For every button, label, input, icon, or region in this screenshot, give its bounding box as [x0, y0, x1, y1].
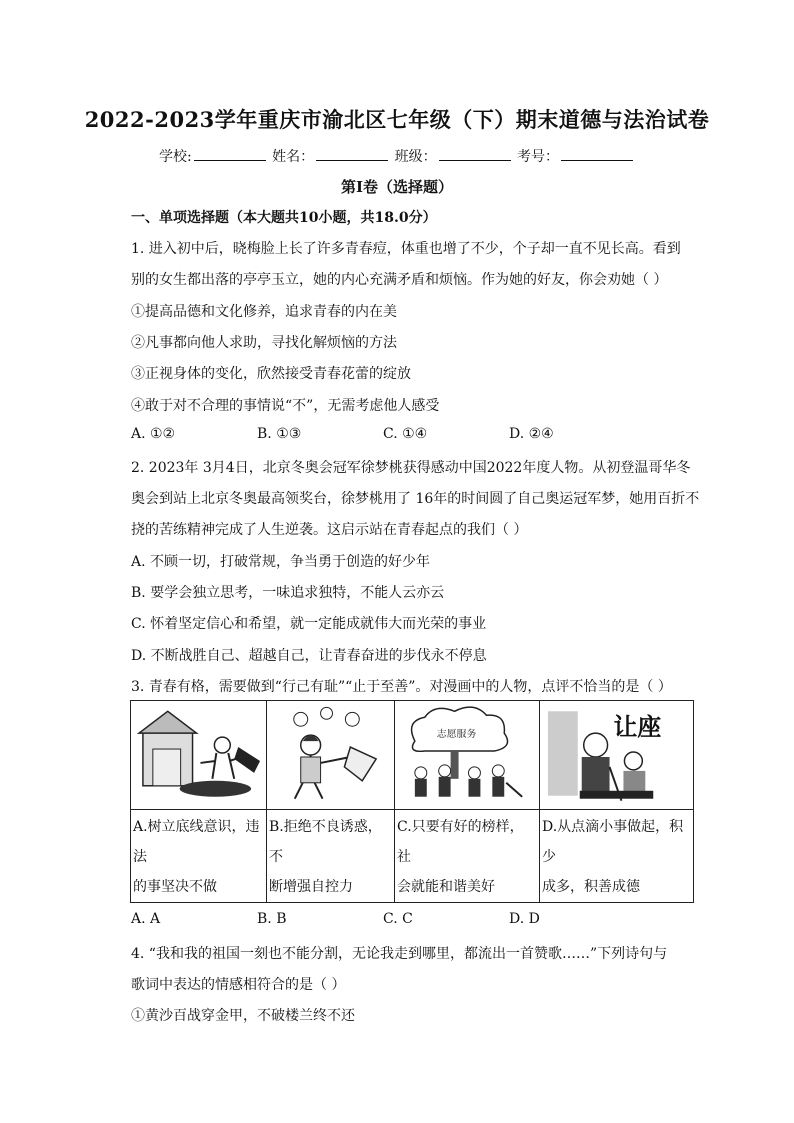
- cartoon-b-image: [267, 701, 394, 809]
- q1-option-a[interactable]: A. ①②: [131, 426, 176, 442]
- class-blank[interactable]: [439, 148, 511, 161]
- student-info-row: [0, 146, 794, 166]
- q1-statement-3: ③正视身体的变化，欣然接受青春花蕾的绽放: [131, 366, 411, 382]
- q3-cell-c[interactable]: C.只要有好的榜样，社 会就能和谐美好: [395, 810, 540, 903]
- name-blank[interactable]: [316, 148, 388, 161]
- name-label: 姓名：: [272, 149, 315, 165]
- school-label: 学校:: [158, 149, 192, 165]
- cartoon-a-cell: [131, 701, 267, 810]
- cartoon-a-image: [131, 701, 266, 809]
- q4-line1: 4. “我和我的祖国一刻也不能分割，无论我走到哪里，都流出一首赞歌……”下列诗句与: [131, 946, 668, 962]
- q4-statement-1: ①黄沙百战穿金甲，不破楼兰终不还: [131, 1008, 355, 1024]
- q3-option-d[interactable]: D. D: [509, 911, 540, 927]
- q1-line1: 1. 进入初中后，晓梅脸上长了许多青春痘，体重也增了不少，个子却一直不见长高。看到: [131, 241, 681, 257]
- q3-line1: 3. 青春有格，需要做到“行己有耻”“止于至善”。对漫画中的人物，点评不恰当的是（ ）: [131, 679, 672, 695]
- section-heading: 一、单项选择题（本大题共10小题，共18.0分）: [131, 210, 437, 226]
- q3-cell-b[interactable]: B.拒绝不良诱惑，不 断增强自控力: [267, 810, 395, 903]
- q1-statement-1: ①提高品德和文化修养，追求青春的内在美: [131, 304, 397, 320]
- q2-option-d[interactable]: D. 不断战胜自己、超越自己，让青春奋进的步伐永不停息: [131, 648, 487, 664]
- number-blank[interactable]: [561, 148, 633, 161]
- q1-line2: 别的女生都出落的亭亭玉立，她的内心充满矛盾和烦恼。作为她的好友，你会劝她（ ）: [131, 272, 668, 288]
- q2-option-b[interactable]: B. 要学会独立思考，一味追求独特，不能人云亦云: [131, 585, 445, 601]
- school-blank[interactable]: [194, 148, 266, 161]
- q1-statement-4: ④敢于对不合理的事情说“不”，无需考虑他人感受: [131, 398, 440, 414]
- class-label: 班级：: [394, 149, 437, 165]
- q1-statement-2: ②凡事都向他人求助，寻找化解烦恼的方法: [131, 335, 397, 351]
- part-title: 第Ⅰ卷（选择题）: [340, 178, 454, 196]
- cartoon-c-image: [395, 701, 539, 809]
- cartoon-d-title: 让座: [613, 713, 662, 742]
- cartoon-d-cell: [540, 701, 694, 810]
- q1-option-d[interactable]: D. ②④: [509, 426, 554, 442]
- q1-option-c[interactable]: C. ①④: [383, 426, 428, 442]
- q3-options: [131, 911, 635, 927]
- q3-cell-a[interactable]: A.树立底线意识，违法 的事坚决不做: [131, 810, 267, 903]
- q2-line3: 挠的苦练精神完成了人生逆袭。这启示站在青春起点的我们（ ）: [131, 522, 528, 538]
- q3-option-b[interactable]: B. B: [257, 911, 287, 927]
- q3-cell-d[interactable]: D.从点滴小事做起，积少 成多，积善成德: [540, 810, 694, 903]
- exam-title: 2022-2023学年重庆市渝北区七年级（下）期末道德与法治试卷: [84, 107, 710, 132]
- number-label: 考号：: [517, 149, 560, 165]
- q2-line1: 2. 2023年 3月4日，北京冬奥会冠军徐梦桃获得感动中国2022年度人物。从初登温哥华冬: [131, 460, 691, 476]
- q2-line2: 奥会到站上北京冬奥最高领奖台，徐梦桃用了 16年的时间圆了自己奥运冠军梦，她用百折不: [131, 491, 700, 507]
- q1-option-b[interactable]: B. ①③: [257, 426, 302, 442]
- q2-option-a[interactable]: A. 不顾一切，打破常规，争当勇于创造的好少年: [131, 554, 431, 570]
- cartoon-d-image: [540, 701, 693, 809]
- cartoon-b-cell: [267, 701, 395, 810]
- q3-option-a[interactable]: A. A: [131, 911, 161, 927]
- q4-line2: 歌词中表达的情感相符合的是（ ）: [131, 977, 346, 993]
- cartoon-c-cell: [395, 701, 540, 810]
- cartoon-c-sign: 志愿服务: [436, 729, 477, 741]
- q3-option-c[interactable]: C. C: [383, 911, 413, 927]
- q2-option-c[interactable]: C. 怀着坚定信心和希望，就一定能成就伟大而光荣的事业: [131, 616, 487, 632]
- q3-cartoon-table: [130, 700, 694, 903]
- q1-options: [131, 426, 635, 442]
